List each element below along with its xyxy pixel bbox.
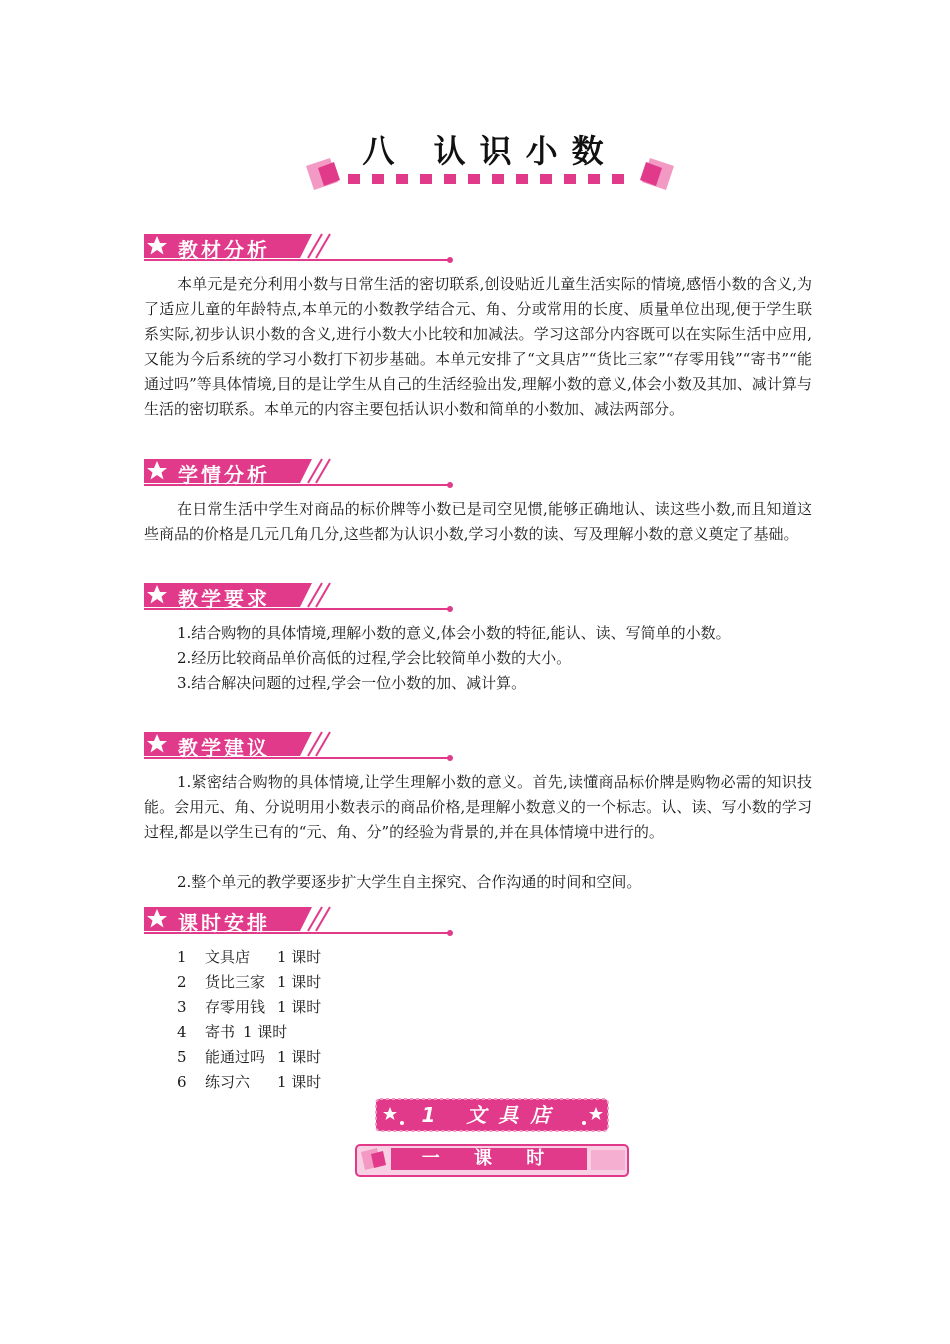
lesson-period: 一 课 时 xyxy=(421,1148,559,1169)
section-title: 教材分析 xyxy=(178,238,270,262)
section-header-learning xyxy=(144,457,464,489)
lesson-period-banner xyxy=(355,1144,629,1177)
schedule-number: 4 xyxy=(177,1023,187,1041)
schedule-hours: 1 课时 xyxy=(277,973,322,991)
schedule-row xyxy=(177,970,321,995)
schedule-hours: 1 课时 xyxy=(277,998,322,1016)
schedule-hours: 1 课时 xyxy=(277,948,322,966)
schedule-hours: 1 课时 xyxy=(243,1023,288,1041)
section-title: 教学要求 xyxy=(178,587,270,611)
requirement-item: 3.结合解决问题的过程,学会一位小数的加、减计算。 xyxy=(177,674,527,692)
requirement-item: 2.经历比较商品单价高低的过程,学会比较简单小数的大小。 xyxy=(177,649,572,667)
section-header-schedule xyxy=(144,905,464,937)
schedule-row xyxy=(177,995,321,1020)
schedule-lesson: 文具店 xyxy=(205,948,251,966)
schedule-row xyxy=(177,945,321,970)
schedule-row xyxy=(177,1045,321,1070)
chapter-title: 八 认识小数 xyxy=(362,132,618,170)
suggestion-item: 1.紧密结合购物的具体情境,让学生理解小数的意义。首先,读懂商品标价牌是购物必需的知识技能。会用元、角、分说明用小数表示的商品价格,是理解小数意义的一个标志。认、读、写小数的学习过程,都是以学生已有的“元、角、分”的经验为背景的,并在具体情境中进行的。 xyxy=(144,773,812,841)
section-header-suggestions xyxy=(144,730,464,762)
schedule-row xyxy=(177,1070,321,1095)
schedule-lesson: 寄书 xyxy=(205,1023,236,1041)
section-title: 教学建议 xyxy=(178,736,270,760)
schedule-lesson: 货比三家 xyxy=(205,973,266,991)
learning-paragraph: 在日常生活中学生对商品的标价牌等小数已是司空见惯,能够正确地认、读这些小数,而且知道这些商品的价格是几元几角几分,这些都为认识小数,学习小数的读、写及理解小数的意义奠定了基础。 xyxy=(144,500,812,543)
schedule-row xyxy=(177,1020,287,1045)
section-header-requirements xyxy=(144,581,464,613)
requirement-item: 1.结合购物的具体情境,理解小数的意义,体会小数的特征,能认、读、写简单的小数。 xyxy=(177,624,731,642)
schedule-lesson: 能通过吗 xyxy=(205,1048,266,1066)
schedule-number: 2 xyxy=(177,973,187,991)
schedule-lesson: 练习六 xyxy=(205,1073,251,1091)
schedule-number: 3 xyxy=(177,998,187,1016)
section-header-analysis xyxy=(144,232,464,264)
analysis-paragraph: 本单元是充分利用小数与日常生活的密切联系,创设贴近儿童生活实际的情境,感悟小数的含义,为了适应儿童的年龄特点,本单元的小数教学结合元、角、分或常用的长度、质量单位出现,便于学生联系实际,初步认识小数的含义,进行小数大小比较和加减法。学习这部分内容既可以在实际生活中应用,又能为今后系统的学习小数打下初步基础。本单元安排了“文具店”“货比三家”“存零用钱”“寄书”“能通过吗”等具体情境,目的是让学生从自己的生活经验出发,理解小数的意义,体会小数及其加、减计算与生活的密切联系。本单元的内容主要包括认识小数和简单的小数加、减法两部分。 xyxy=(144,275,812,418)
schedule-hours: 1 课时 xyxy=(277,1048,322,1066)
suggestion-item: 2.整个单元的教学要逐步扩大学生自主探究、合作沟通的时间和空间。 xyxy=(177,873,642,891)
schedule-number: 1 xyxy=(177,948,187,966)
section-title: 课时安排 xyxy=(178,911,270,935)
schedule-number: 6 xyxy=(177,1073,187,1091)
lesson-title-banner xyxy=(374,1097,610,1133)
title-decoration xyxy=(300,152,680,200)
schedule-lesson: 存零用钱 xyxy=(205,998,266,1016)
schedule-hours: 1 课时 xyxy=(277,1073,322,1091)
lesson-title: 1 文具店 xyxy=(421,1103,563,1127)
section-title: 学情分析 xyxy=(178,463,270,487)
schedule-number: 5 xyxy=(177,1048,187,1066)
